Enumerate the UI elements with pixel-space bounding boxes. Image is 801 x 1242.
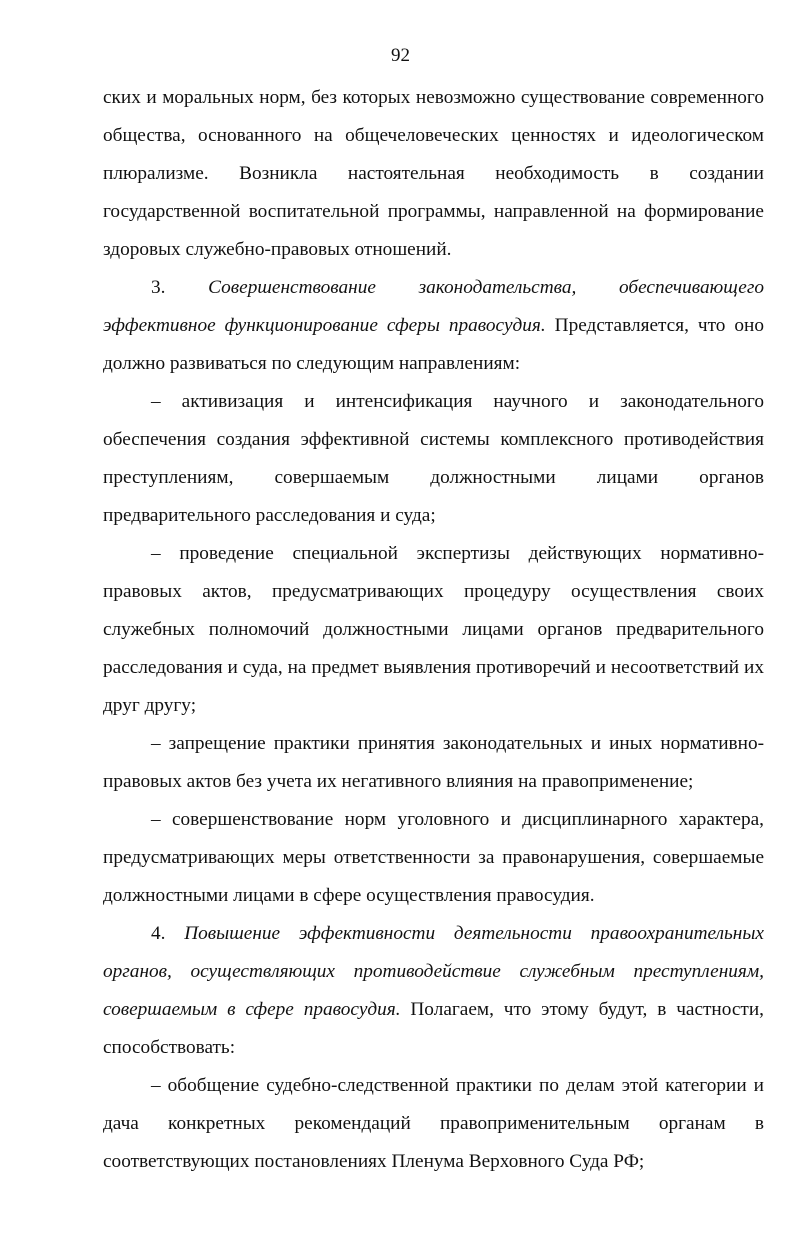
item-number: 3. [151, 277, 209, 298]
item-number: 4. [151, 923, 185, 944]
paragraph-text: ских и моральных норм, без которых невозможно существование современного общества, основанного на общечеловеческих ценностях и идеологическом плюрализме. Возникла настоятельная необходимость в создании государственной воспитательной программы, направленной на формирование здоровых служебно-правовых отношений. [103, 87, 764, 260]
list-item [103, 725, 764, 801]
list-item [103, 383, 764, 535]
list-item-text: – совершенствование норм уголовного и дисциплинарного характера, предусматривающих меры ответственности за правонарушения, совершаемые должностными лицами в сфере осуществления правосудия. [103, 809, 764, 906]
list-item [103, 801, 764, 915]
paragraph-continuation [103, 79, 764, 269]
list-item [103, 535, 764, 725]
paragraph-text: Полагаем, что этому будут, в частности, способствовать: [103, 999, 764, 1058]
body-text [103, 79, 764, 1181]
paragraph-item-3 [103, 269, 764, 383]
page-number: 92 [391, 45, 410, 66]
list-item-text: – обобщение судебно-следственной практики по делам этой категории и дача конкретных рекомендаций правоприменительным органам в соответствующих постановлениях Пленума Верховного Суда РФ; [103, 1075, 764, 1172]
item-heading-italic: Совершенствование законодательства, обеспечивающего эффективное функционирование сферы правосудия. [103, 277, 764, 336]
list-item-text: – активизация и интенсификация научного и законодательного обеспечения создания эффективной системы комплексного противодействия преступлениям, совершаемым должностными лицами органов предварительного расследования и суда; [103, 391, 764, 526]
list-item [103, 1067, 764, 1181]
list-item-text: – запрещение практики принятия законодательных и иных нормативно-правовых актов без учета их негативного влияния на правоприменение; [103, 733, 764, 792]
paragraph-item-4 [103, 915, 764, 1067]
list-item-text: – проведение специальной экспертизы действующих нормативно-правовых актов, предусматривающих процедуру осуществления своих служебных полномочий должностными лицами органов предварительного расследования и суда, на предмет выявления противоречий и несоответствий их друг другу; [103, 543, 764, 716]
item-heading-italic: Повышение эффективности деятельности правоохранительных органов, осуществляющих противодействие служебным преступлениям, совершаемым в сфере правосудия. [103, 923, 764, 1020]
paragraph-text: Представляется, что оно должно развиваться по следующим направлениям: [103, 315, 764, 374]
